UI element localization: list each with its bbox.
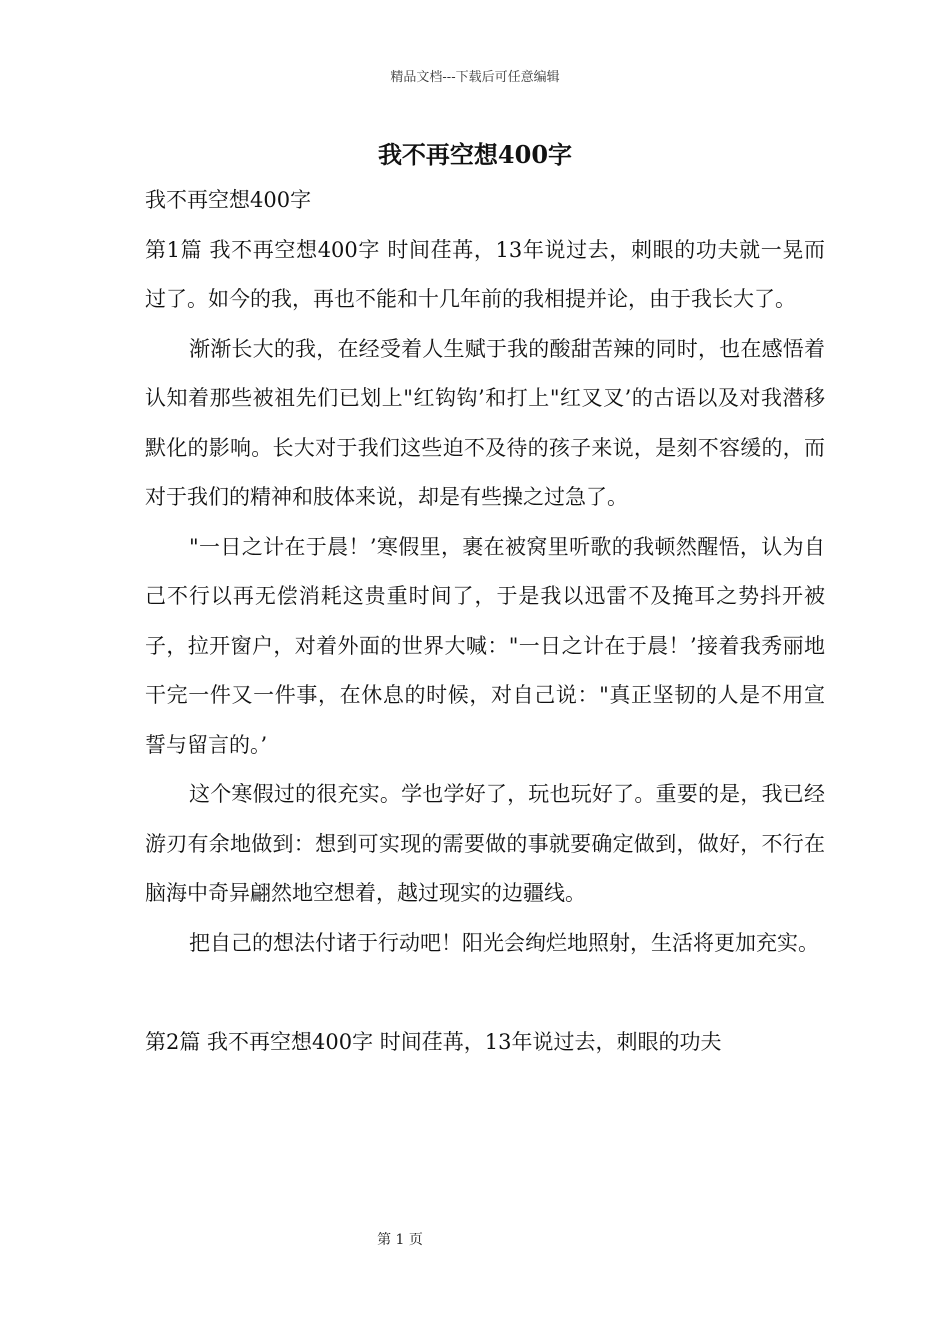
document-subtitle: 我不再空想400字 — [145, 188, 312, 212]
paragraph-1: 第1篇 我不再空想400字 时间荏苒，13年说过去，刺眼的功夫就一晃而过了。如今的我，再也不能和十几年前的我相提并论，由于我长大了。 — [145, 237, 825, 311]
paragraph-4: 这个寒假过的很充实。学也学好了，玩也玩好了。重要的是，我已经游刃有余地做到：想到可实现的需要做的事就要确定做到，做好，不行在脑海中奇异翩然地空想着，越过现实的边疆线。 — [145, 782, 825, 905]
paragraph-3: "一日之计在于晨！’寒假里，裹在被窝里听歌的我顿然醒悟，认为自己不行以再无偿消耗这贵重时间了，于是我以迅雷不及掩耳之势抖开被子，拉开窗户，对着外面的世界大喊："一日之计在于晨！’接着我秀丽地干完一件又一件事，在休息的时候，对自己说："真正坚韧的人是不用宣誓与留言的。’ — [145, 534, 825, 757]
document-title: 我不再空想400字 — [377, 140, 573, 169]
document-body — [145, 176, 825, 1068]
section-gap — [145, 968, 825, 1018]
paragraph-5: 把自己的想法付诸于行动吧！阳光会绚烂地照射，生活将更加充实。 — [189, 930, 819, 955]
next-section-start: 第2篇 我不再空想400字 时间荏苒，13年说过去，刺眼的功夫 — [145, 1030, 722, 1054]
paragraph-2: 渐渐长大的我，在经受着人生赋于我的酸甜苦辣的同时，也在感悟着认知着那些被祖先们已划上"红钩钩’和打上"红叉叉’的古语以及对我潜移默化的影响。长大对于我们这些迫不及待的孩子来说，是刻不容缓的，而对于我们的精神和肢体来说，却是有些操之过急了。 — [145, 336, 825, 509]
page-number: 第 1 页 — [377, 1232, 423, 1248]
header-note: 精品文档---下载后可任意编辑 — [390, 70, 560, 85]
